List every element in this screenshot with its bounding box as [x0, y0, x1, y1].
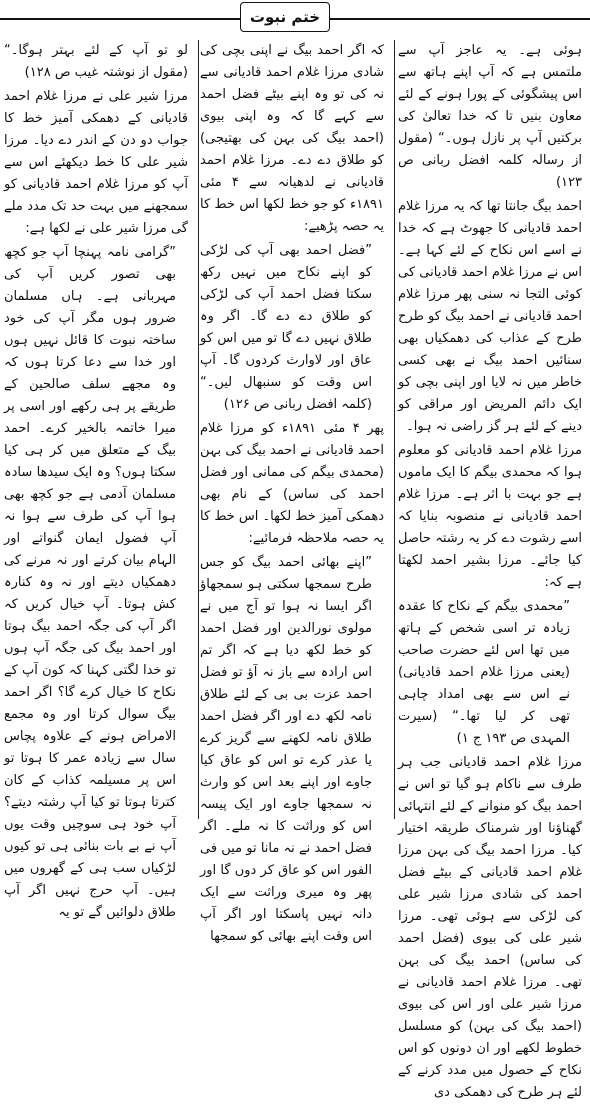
- column-divider: [394, 40, 395, 819]
- article-column-3: [4, 40, 188, 920]
- paragraph: پھر ۴ مئی ۱۸۹۱ء کو مرزا غلام احمد قادیانی نے احمد بیگ کی بہن (محمدی بیگم کی ممانی اور فضل احمد کی ساس) کے نام بھی دھمکی آمیز خط لکھا۔ اس خط کا یہ حصہ ملاحظہ فرمائیے:: [200, 421, 385, 546]
- paragraph: مرزا غلام احمد قادیانی جب ہر طرف سے ناکام ہو گیا تو اس نے احمد بیگ کو منوانے کے لئے انتہائی گھناؤنا اور شرمناک طریقہ اختیار کیا۔ مرزا احمد بیگ کی بہن مرزا غلام احمد قادیانی کے بیٹے فضل احمد کی شادی مرزا شیر علی کی لڑکی سے ہوئی تھی۔ مرزا شیر علی کی بیوی (فضل احمد کی ساس) احمد بیگ کی بہن تھی۔ مرزا غلام احمد قادیانی نے مرزا شیر علی اور اس کی بیوی (احمد بیگ کی بہن) کو مسلسل خطوط لکھے اور ان دونوں کو اس نکاح کے حصول میں مدد کرنے کے لئے ہر طرح کی دھمکی دی: [398, 755, 582, 1100]
- article-column-2: [200, 40, 385, 944]
- article-column-1: [398, 40, 582, 1100]
- quote-paragraph: ”اپنے بھائی احمد بیگ کو جس طرح سمجھا سکتی ہو سمجھاؤ اگر ایسا نہ ہوا تو آج میں نے مولوی نورالدین اور فضل احمد کو خط لکھ دیا ہے کہ اگر تم اس ارادہ سے باز نہ آؤ تو فضل احمد عزت بی بی کے لئے طلاق نامہ لکھ دے اور اگر فضل احمد طلاق نامہ لکھنے سے گریز کرے یا عذر کرے تو اس کو عاق کیا جاوے اور اپنے بعد اس کو وارث نہ سمجھا جاوے اور ایک پیسہ اس کو وراثت کا نہ ملے۔ اگر فضل احمد نے نہ مانا تو میں فی الفور اس کو عاق کر دوں گا اور پھر وہ میری وراثت سے ایک دانہ نہیں پاسکتا اور اگر آپ اس وقت اپنے بھائی کو سمجھا: [200, 555, 372, 944]
- paragraph: لو تو آپ کے لئے بہتر ہوگا۔“ (مقول از نوشتہ غیب ص ۱۲۸): [4, 43, 188, 80]
- paragraph: مرزا غلام احمد قادیانی کو معلوم ہوا کہ محمدی بیگم کا ایک ماموں ہے جو بہت با اثر ہے۔ مرزا غلام احمد قادیانی نے منصوبہ بنایا کہ اسے رشوت دے کر یہ رشتہ حاصل کیا جائے۔ مرزا بشیر احمد لکھتا ہے کہ:: [398, 443, 582, 590]
- column-divider: [198, 40, 199, 819]
- page-header: [0, 0, 590, 30]
- paragraph: کہ اگر احمد بیگ نے اپنی بچی کی شادی مرزا غلام احمد قادیانی سے نہ کی تو وہ اپنے بیٹے فضل احمد سے کہے گا کہ وہ اپنی بیوی (احمد بیگ کی بہن کی بھتیجی) کو طلاق دے دے۔ مرزا غلام احمد قادیانی نے لدھیانہ سے ۴ مئی ۱۸۹۱ء کو جو خط لکھا اس خط کا یہ حصہ پڑھیے:: [200, 43, 385, 234]
- publication-logo: ختم نبوت: [240, 2, 330, 32]
- quote-paragraph: ”گرامی نامہ پہنچا آپ جو کچھ بھی تصور کریں آپ کی مہربانی ہے۔ ہاں مسلمان ضرور ہوں مگر آپ کی خود ساختہ نبوت کا قائل نہیں ہوں اور خدا سے دعا کرتا ہوں کہ وہ مجھے سلف صالحین کے طریقے پر ہی رکھے اور اسی پر میرا خاتمہ بالخیر کرے۔ احمد بیگ کے متعلق میں کر ہی کیا سکتا ہوں؟ وہ ایک سیدھا سادہ مسلمان آدمی ہے جو کچھ بھی ہوا آپ کی طرف سے ہوا نہ آپ فضول ایمان گنواتے اور الہام بیان کرتے اور نہ مرنے کی دھمکیاں دیتے اور نہ وہ کنارہ کش ہوتا۔ آپ خیال کریں کہ اگر آپ کی جگہ احمد بیگ ہوتا اور احمد بیگ کی جگہ آپ ہوں تو خدا لگتی کہنا کہ کون آپ کے نکاح کا خیال کرے گا؟ اگر احمد بیگ سوال کرتا اور وہ مجمع الامراض ہونے کے علاوہ پچاس سال سے زیادہ عمر کا ہوتا تو اس پر مسیلمہ کذاب کے کان کترتا ہوتا تو کیا آپ رشتہ دیتے؟ آپ خود ہی سوچیں وقت یوں آپ نے بے بات بنائی ہی تو کیوں لڑکیاں سب ہی کے گھروں میں ہیں۔ آپ حرج نہیں اگر آپ طلاق دلوائیں گے تو یہ: [4, 245, 176, 920]
- paragraph: ہوئی ہے۔ یہ عاجز آپ سے ملتمس ہے کہ آپ اپنے ہاتھ سے اس پیشگوئی کے پورا ہونے کے لئے معاون بنیں تا کہ خدا تعالیٰ کی برکتیں آپ پر نازل ہوں۔“ (مقول از رسالہ کلمہ افضل ربانی ص ۱۲۳): [398, 43, 582, 190]
- paragraph: مرزا شیر علی نے مرزا غلام احمد قادیانی کے دھمکی آمیز خط کا جواب دو دن کے اندر دے دیا۔ مرزا شیر علی کا خط دیکھئے اس سے آپ کو مرزا غلام احمد قادیانی کو سمجھنے میں بہت حد تک مدد ملے گی مرزا شیر علی نے لکھا ہے:: [4, 89, 188, 236]
- paragraph: احمد بیگ جانتا تھا کہ یہ مرزا غلام احمد قادیانی کا جھوٹ ہے کہ خدا نے اسے اس نکاح کے لئے کہا ہے۔ اس نے مرزا غلام احمد قادیانی کی کوئی التجا نہ سنی پھر مرزا غلام احمد قادیانی نے احمد بیگ کو طرح طرح کے عذاب کی دھمکیاں بھی سنائیں احمد بیگ نے بھی کسی خاطر میں نہ لایا اور اپنی بچی کو ایک دائم المریض اور مراقی کو دینے کے لئے ہر گز راضی نہ ہوا۔: [398, 199, 582, 434]
- quote-paragraph: ”فضل احمد بھی آپ کی لڑکی کو اپنے نکاح میں نہیں رکھ سکتا فضل احمد آپ کی لڑکی کو طلاق دے دے گا۔ اگر وہ طلاق نہیں دے گا تو میں اس کو عاق اور لاوارث کردوں گا۔ آپ اس وقت کو سنبھال لیں۔“ (کلمہ افضل ربانی ص ۱۲۶): [200, 243, 372, 412]
- quote-paragraph: ”محمدی بیگم کے نکاح کا عقدہ زیادہ تر اسی شخص کے ہاتھ میں تھا اس لئے حضرت صاحب (یعنی مرزا غلام احمد قادیانی) نے اس سے بھی امداد چاہی تھی کر لیا تھا۔“ (سیرت المہدی ص ۱۹۳ ج ۱): [398, 599, 570, 746]
